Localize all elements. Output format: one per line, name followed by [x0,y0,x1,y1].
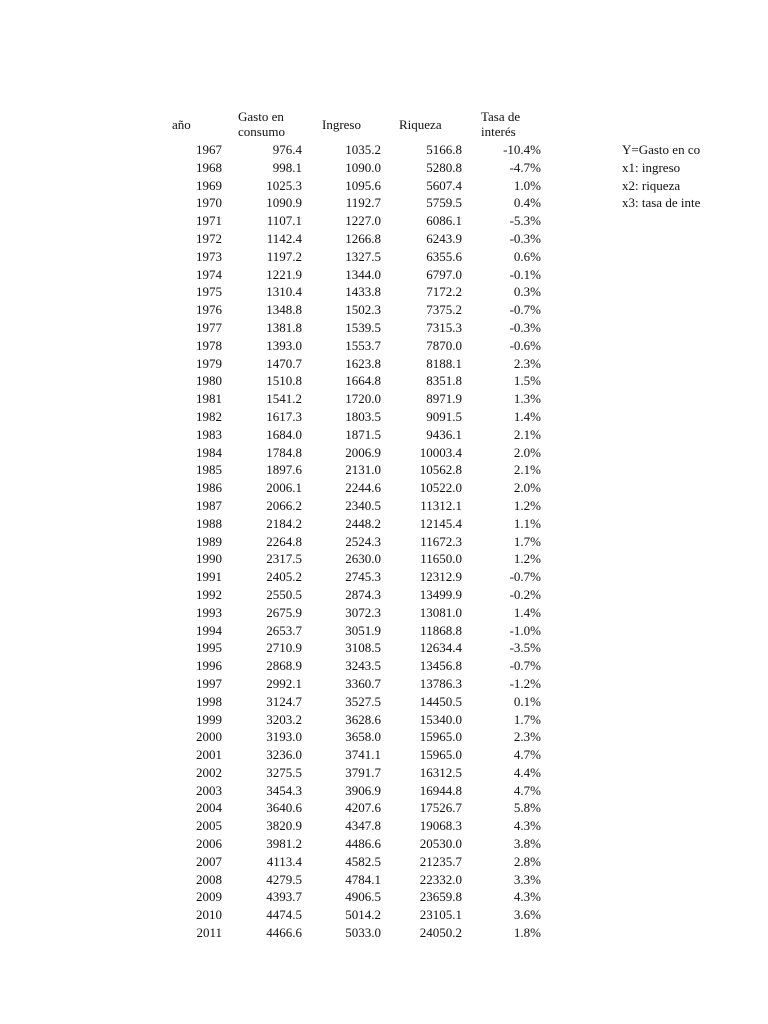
cell-tasa-interes: 4.3% [513,818,541,834]
cell-ingreso: 1871.5 [345,426,381,442]
cell-ingreso: 4347.8 [345,818,381,834]
cell-tasa-interes: 3.6% [513,907,541,923]
table-row [0,604,768,622]
cell-riqueza: 16312.5 [419,764,462,780]
cell-riqueza: 10522.0 [419,480,462,496]
table-row [0,746,768,764]
cell-gasto-consumo: 1541.2 [266,391,302,407]
cell-riqueza: 16944.8 [419,782,462,798]
cell-gasto-consumo: 2992.1 [266,675,302,691]
cell-anio: 2005 [196,818,222,834]
cell-ingreso: 1623.8 [345,355,381,371]
table-row [0,906,768,924]
cell-riqueza: 6086.1 [426,213,462,229]
cell-ingreso: 4207.6 [345,800,381,816]
table-row [0,444,768,462]
cell-riqueza: 5280.8 [426,159,462,175]
cell-gasto-consumo: 1221.9 [266,266,302,282]
cell-anio: 1968 [196,159,222,175]
header-gasto-line1: Gasto en [238,109,284,124]
cell-riqueza: 7375.2 [426,302,462,318]
cell-tasa-interes: 2.8% [513,853,541,869]
cell-gasto-consumo: 1617.3 [266,408,302,424]
table-row [0,550,768,568]
cell-gasto-consumo: 2653.7 [266,622,302,638]
header-anio [172,117,191,132]
cell-tasa-interes: 0.3% [513,284,541,300]
cell-riqueza: 10003.4 [419,444,462,460]
table-row [0,871,768,889]
cell-anio: 2008 [196,871,222,887]
cell-tasa-interes: 0.6% [513,248,541,264]
cell-tasa-interes: -0.7% [509,569,541,585]
cell-ingreso: 3108.5 [345,640,381,656]
cell-gasto-consumo: 3203.2 [266,711,302,727]
table-row [0,319,768,337]
cell-riqueza: 13786.3 [419,675,462,691]
cell-ingreso: 3527.5 [345,693,381,709]
table-row [0,301,768,319]
table-row [0,568,768,586]
table-row [0,426,768,444]
cell-riqueza: 15965.0 [419,747,462,763]
cell-gasto-consumo: 3454.3 [266,782,302,798]
cell-anio: 2000 [196,729,222,745]
cell-gasto-consumo: 1470.7 [266,355,302,371]
cell-riqueza: 15965.0 [419,729,462,745]
table-row [0,817,768,835]
cell-tasa-interes: 1.1% [513,515,541,531]
cell-gasto-consumo: 998.1 [272,159,302,175]
cell-gasto-consumo: 2868.9 [266,658,302,674]
cell-gasto-consumo: 4393.7 [266,889,302,905]
cell-tasa-interes: -0.6% [509,337,541,353]
cell-gasto-consumo: 1107.1 [266,213,302,229]
cell-riqueza: 7172.2 [426,284,462,300]
cell-riqueza: 8188.1 [426,355,462,371]
table-row [0,390,768,408]
cell-riqueza: 5607.4 [426,177,462,193]
legend-note: Y=Gasto en co [622,142,701,157]
cell-anio: 2010 [196,907,222,923]
cell-tasa-interes: 0.4% [513,195,541,211]
cell-ingreso: 2340.5 [345,497,381,513]
cell-tasa-interes: 2.1% [513,462,541,478]
table-row [0,693,768,711]
table-row [0,479,768,497]
table-row [0,212,768,230]
table-row [0,266,768,284]
cell-anio: 1978 [196,337,222,353]
table-row [0,355,768,373]
variable-legend-notes [622,141,703,212]
table-row [0,533,768,551]
cell-gasto-consumo: 1310.4 [266,284,302,300]
cell-riqueza: 13081.0 [419,604,462,620]
cell-anio: 1973 [196,248,222,264]
cell-ingreso: 3741.1 [345,747,381,763]
cell-gasto-consumo: 1684.0 [266,426,302,442]
cell-anio: 1986 [196,480,222,496]
cell-anio: 1992 [196,586,222,602]
cell-ingreso: 1095.6 [345,177,381,193]
table-row [0,622,768,640]
cell-tasa-interes: 0.1% [513,693,541,709]
header-gasto-line2: consumo [238,124,285,139]
cell-gasto-consumo: 1090.9 [266,195,302,211]
cell-riqueza: 7315.3 [426,319,462,335]
table-row [0,657,768,675]
cell-gasto-consumo: 1784.8 [266,444,302,460]
cell-anio: 1979 [196,355,222,371]
cell-riqueza: 23659.8 [419,889,462,905]
cell-anio: 1997 [196,675,222,691]
cell-riqueza: 23105.1 [419,907,462,923]
cell-anio: 1990 [196,551,222,567]
cell-riqueza: 12312.9 [419,569,462,585]
cell-ingreso: 1502.3 [345,302,381,318]
cell-gasto-consumo: 1510.8 [266,373,302,389]
cell-ingreso: 3906.9 [345,782,381,798]
cell-tasa-interes: 2.1% [513,426,541,442]
cell-ingreso: 3051.9 [345,622,381,638]
header-ingreso [322,117,361,132]
cell-gasto-consumo: 3193.0 [266,729,302,745]
cell-tasa-interes: -1.0% [509,622,541,638]
cell-tasa-interes: 4.7% [513,747,541,763]
cell-riqueza: 5166.8 [426,142,462,157]
cell-riqueza: 24050.2 [419,925,462,941]
cell-anio: 1980 [196,373,222,389]
cell-tasa-interes: 1.4% [513,604,541,620]
cell-anio: 2006 [196,836,222,852]
cell-ingreso: 1192.7 [345,195,381,211]
table-row [0,408,768,426]
cell-tasa-interes: 1.5% [513,373,541,389]
cell-riqueza: 19068.3 [419,818,462,834]
cell-gasto-consumo: 2550.5 [266,586,302,602]
cell-ingreso: 4784.1 [345,871,381,887]
cell-anio: 1977 [196,319,222,335]
header-tasa-line1: Tasa de [481,109,521,124]
cell-gasto-consumo: 2317.5 [266,551,302,567]
cell-tasa-interes: -1.2% [509,675,541,691]
cell-tasa-interes: 1.2% [513,497,541,513]
cell-ingreso: 3791.7 [345,764,381,780]
cell-ingreso: 3658.0 [345,729,381,745]
cell-ingreso: 1539.5 [345,319,381,335]
cell-tasa-interes: 1.7% [513,711,541,727]
cell-gasto-consumo: 4279.5 [266,871,302,887]
cell-ingreso: 3072.3 [345,604,381,620]
cell-riqueza: 10562.8 [419,462,462,478]
table-row [0,515,768,533]
cell-gasto-consumo: 1142.4 [266,230,302,246]
cell-riqueza: 8971.9 [426,391,462,407]
cell-tasa-interes: -0.7% [509,658,541,674]
table-row [0,283,768,301]
cell-ingreso: 1327.5 [345,248,381,264]
cell-gasto-consumo: 1348.8 [266,302,302,318]
cell-anio: 1987 [196,497,222,513]
table-row [0,461,768,479]
cell-ingreso: 3360.7 [345,675,381,691]
cell-anio: 2009 [196,889,222,905]
cell-tasa-interes: -0.1% [509,266,541,282]
legend-note: x3: tasa de inte [622,195,701,211]
cell-anio: 1969 [196,177,222,193]
cell-anio: 1974 [196,266,222,282]
cell-ingreso: 5014.2 [345,907,381,923]
cell-ingreso: 4486.6 [345,836,381,852]
cell-tasa-interes: 1.3% [513,391,541,407]
cell-ingreso: 4906.5 [345,889,381,905]
cell-riqueza: 9436.1 [426,426,462,442]
cell-riqueza: 22332.0 [419,871,462,887]
cell-anio: 1971 [196,213,222,229]
cell-ingreso: 2745.3 [345,569,381,585]
cell-riqueza: 12634.4 [419,640,462,656]
table-row [0,337,768,355]
table-row [0,764,768,782]
cell-riqueza: 20530.0 [419,836,462,852]
cell-ingreso: 1344.0 [345,266,381,282]
header-tasa-interes [481,109,520,139]
cell-anio: 1981 [196,391,222,407]
data-table-body [0,141,768,942]
cell-riqueza: 6797.0 [426,266,462,282]
cell-ingreso: 3243.5 [345,658,381,674]
cell-tasa-interes: 3.8% [513,836,541,852]
cell-gasto-consumo: 2006.1 [266,480,302,496]
cell-riqueza: 13456.8 [419,658,462,674]
cell-anio: 2011 [196,925,222,941]
cell-riqueza: 15340.0 [419,711,462,727]
cell-anio: 1988 [196,515,222,531]
cell-gasto-consumo: 2264.8 [266,533,302,549]
cell-ingreso: 1035.2 [345,142,381,157]
cell-tasa-interes: -0.3% [509,319,541,335]
cell-riqueza: 17526.7 [419,800,462,816]
cell-anio: 1976 [196,302,222,318]
cell-anio: 1994 [196,622,222,638]
cell-ingreso: 4582.5 [345,853,381,869]
cell-ingreso: 1803.5 [345,408,381,424]
header-anio-label: año [172,117,191,132]
cell-gasto-consumo: 1197.2 [266,248,302,264]
cell-tasa-interes: 1.7% [513,533,541,549]
table-row [0,728,768,746]
cell-tasa-interes: 2.3% [513,355,541,371]
cell-tasa-interes: -0.2% [509,586,541,602]
cell-tasa-interes: 4.3% [513,889,541,905]
legend-note: x2: riqueza [622,177,681,193]
cell-anio: 1984 [196,444,222,460]
cell-tasa-interes: -3.5% [509,640,541,656]
cell-gasto-consumo: 2184.2 [266,515,302,531]
cell-gasto-consumo: 4113.4 [266,853,302,869]
cell-gasto-consumo: 2066.2 [266,497,302,513]
cell-gasto-consumo: 1393.0 [266,337,302,353]
cell-ingreso: 2524.3 [345,533,381,549]
cell-ingreso: 1664.8 [345,373,381,389]
cell-gasto-consumo: 3275.5 [266,764,302,780]
table-row [0,497,768,515]
cell-riqueza: 14450.5 [419,693,462,709]
cell-ingreso: 1720.0 [345,391,381,407]
cell-tasa-interes: 1.2% [513,551,541,567]
cell-gasto-consumo: 1897.6 [266,462,302,478]
legend-note: x1: ingreso [622,159,681,175]
cell-riqueza: 11672.3 [420,533,462,549]
cell-gasto-consumo: 3236.0 [266,747,302,763]
cell-tasa-interes: -4.7% [509,159,541,175]
cell-gasto-consumo: 2675.9 [266,604,302,620]
cell-anio: 2003 [196,782,222,798]
cell-gasto-consumo: 3820.9 [266,818,302,834]
cell-riqueza: 11868.8 [420,622,462,638]
cell-riqueza: 13499.9 [419,586,462,602]
cell-tasa-interes: 5.8% [513,800,541,816]
cell-ingreso: 5033.0 [345,925,381,941]
cell-tasa-interes: 3.3% [513,871,541,887]
cell-anio: 2001 [196,747,222,763]
cell-tasa-interes: -0.3% [509,230,541,246]
cell-anio: 1989 [196,533,222,549]
cell-ingreso: 2006.9 [345,444,381,460]
cell-gasto-consumo: 3124.7 [266,693,302,709]
cell-ingreso: 1090.0 [345,159,381,175]
cell-tasa-interes: -10.4% [503,142,541,157]
cell-gasto-consumo: 1381.8 [266,319,302,335]
cell-anio: 1996 [196,658,222,674]
cell-anio: 1998 [196,693,222,709]
cell-gasto-consumo: 3981.2 [266,836,302,852]
cell-anio: 2004 [196,800,222,816]
cell-gasto-consumo: 976.4 [272,142,302,157]
cell-ingreso: 2874.3 [345,586,381,602]
cell-riqueza: 11650.0 [420,551,462,567]
cell-anio: 1975 [196,284,222,300]
table-row [0,924,768,942]
cell-tasa-interes: 4.4% [513,764,541,780]
cell-anio: 1983 [196,426,222,442]
cell-riqueza: 9091.5 [426,408,462,424]
cell-anio: 1982 [196,408,222,424]
header-gasto-consumo [238,109,285,139]
table-row [0,853,768,871]
cell-riqueza: 6243.9 [426,230,462,246]
cell-gasto-consumo: 4466.6 [266,925,302,941]
cell-ingreso: 1553.7 [345,337,381,353]
table-row [0,586,768,604]
cell-riqueza: 11312.1 [420,497,462,513]
table-row [0,711,768,729]
cell-tasa-interes: 1.4% [513,408,541,424]
cell-tasa-interes: 4.7% [513,782,541,798]
header-riqueza [399,117,442,132]
cell-tasa-interes: -0.7% [509,302,541,318]
cell-anio: 2002 [196,764,222,780]
header-tasa-line2: interés [481,124,516,139]
cell-riqueza: 6355.6 [426,248,462,264]
table-row [0,230,768,248]
cell-ingreso: 3628.6 [345,711,381,727]
cell-anio: 2007 [196,853,222,869]
cell-anio: 1970 [196,195,222,211]
table-row [0,248,768,266]
cell-gasto-consumo: 3640.6 [266,800,302,816]
cell-anio: 1993 [196,604,222,620]
cell-ingreso: 1266.8 [345,230,381,246]
cell-anio: 1995 [196,640,222,656]
cell-ingreso: 2630.0 [345,551,381,567]
cell-ingreso: 2448.2 [345,515,381,531]
table-row [0,639,768,657]
cell-ingreso: 1227.0 [345,213,381,229]
table-row [0,372,768,390]
cell-tasa-interes: 2.3% [513,729,541,745]
cell-ingreso: 2131.0 [345,462,381,478]
cell-tasa-interes: 1.8% [513,925,541,941]
cell-ingreso: 2244.6 [345,480,381,496]
cell-riqueza: 12145.4 [419,515,462,531]
cell-gasto-consumo: 4474.5 [266,907,302,923]
cell-riqueza: 5759.5 [426,195,462,211]
cell-anio: 1985 [196,462,222,478]
table-row [0,782,768,800]
table-row [0,675,768,693]
cell-riqueza: 7870.0 [426,337,462,353]
cell-ingreso: 1433.8 [345,284,381,300]
cell-riqueza: 8351.8 [426,373,462,389]
table-row [0,799,768,817]
cell-tasa-interes: 2.0% [513,444,541,460]
cell-tasa-interes: 2.0% [513,480,541,496]
header-ingreso-label: Ingreso [322,117,361,132]
table-row [0,888,768,906]
cell-gasto-consumo: 2710.9 [266,640,302,656]
cell-anio: 1999 [196,711,222,727]
cell-anio: 1991 [196,569,222,585]
cell-anio: 1972 [196,230,222,246]
cell-tasa-interes: -5.3% [509,213,541,229]
cell-riqueza: 21235.7 [419,853,462,869]
cell-anio: 1967 [196,142,222,157]
cell-gasto-consumo: 2405.2 [266,569,302,585]
header-riqueza-label: Riqueza [399,117,442,132]
cell-gasto-consumo: 1025.3 [266,177,302,193]
cell-tasa-interes: 1.0% [513,177,541,193]
table-row [0,835,768,853]
